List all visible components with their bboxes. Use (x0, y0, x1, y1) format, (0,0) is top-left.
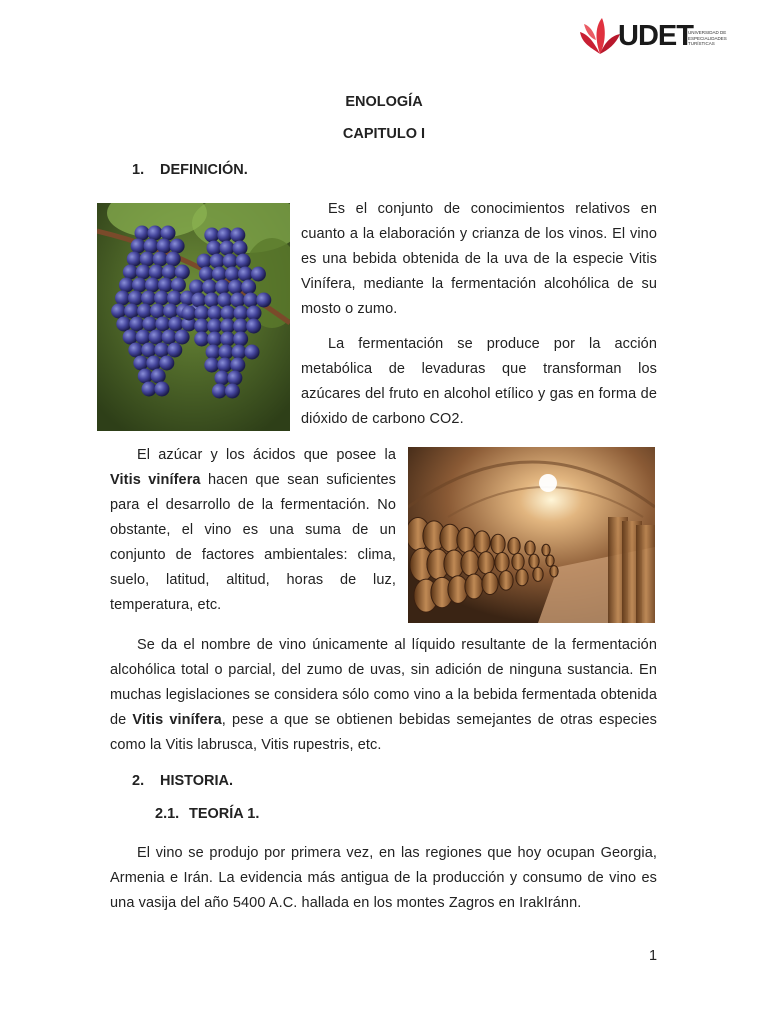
udet-logo (578, 14, 738, 60)
section-1-title: DEFINICIÓN. (160, 162, 248, 178)
section-2-number: 2. (132, 773, 145, 789)
paragraph-text: hacen que sean suficientes para el desarrollo de la fermentación. No obstante, el vino es una suma de un conjunto de factores ambientales: clima, suelo, latitud, altitud, horas de luz, temperatura, etc. (110, 472, 396, 613)
paragraph-fermentation: La fermentación se produce por la acción metabólica de levaduras que transforman los azúcares del fruto en alcohol etílico y gas en forma de dióxido de carbono CO2. (301, 336, 657, 427)
bold-term: Vitis vinífera (132, 712, 222, 728)
section-1-number: 1. (132, 162, 145, 178)
butterfly-logo-icon (578, 14, 622, 58)
paragraph-wine-name (110, 633, 657, 758)
logo-subtitle: UNIVERSIDAD DE ESPECIALIDADES TURÍSTICAS (688, 30, 727, 46)
document-title: ENOLOGÍA (345, 94, 423, 110)
logo-wordmark: UDET (618, 20, 693, 52)
bold-term: Vitis vinífera (110, 472, 201, 488)
section-2-title: HISTORIA. (160, 773, 234, 789)
chapter-title: CAPITULO I (342, 126, 426, 142)
grapes-image (97, 203, 290, 431)
page-number: 1 (649, 948, 658, 964)
section-2-1-number: 2.1. (155, 806, 180, 822)
paragraph-text: El azúcar y los ácidos que posee la (137, 447, 396, 463)
section-2-1-title: TEORÍA 1. (189, 806, 260, 822)
paragraph-history: El vino se produjo por primera vez, en las regiones que hoy ocupan Georgia, Armenia e Irán. La evidencia más antigua de la producción y consumo de vino es una vasija del año 5400 A.C. hallada en los montes Zagros en IrakIránn. (110, 845, 657, 911)
paragraph-definition: Es el conjunto de conocimientos relativos en cuanto a la elaboración y crianza de los vinos. El vino es una bebida obtenida de la uva de la especie Vitis Vinífera, mediante la fermentación alcohólica de su mosto o zumo. (301, 201, 657, 317)
paragraph-sugar-acids (110, 443, 396, 618)
cellar-image (408, 447, 655, 623)
paragraph-text: , pese a que se obtienen bebidas semejantes de otras especies como la Vitis labrusca, Vitis rupestris, etc. (110, 712, 657, 753)
paragraph-text: Se da el nombre de vino únicamente al líquido resultante de la fermentación alcohólica total o parcial, del zumo de uvas, sin adición de ninguna sustancia. En muchas legislaciones se considera sólo como vino a la bebida fermentada obtenida de (110, 637, 657, 728)
